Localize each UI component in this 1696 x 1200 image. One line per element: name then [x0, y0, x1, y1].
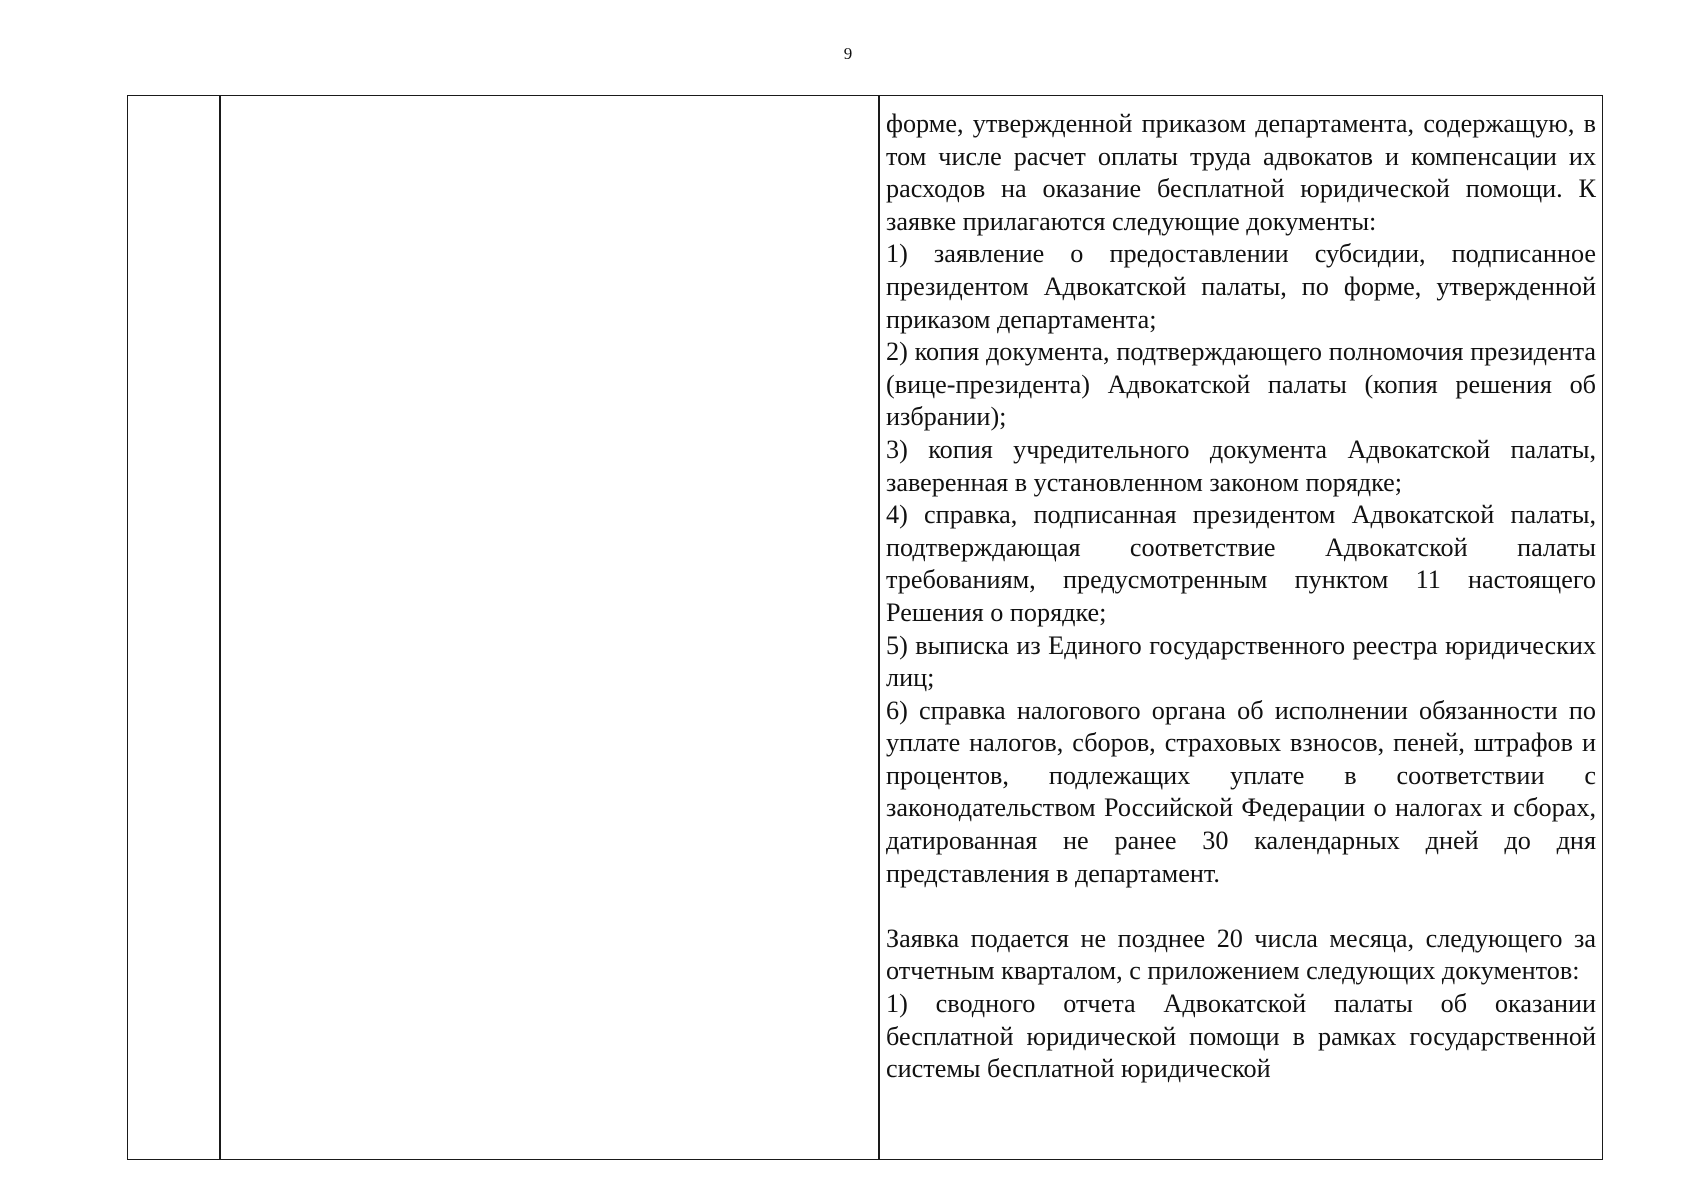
document-list-item: 2) копия документа, подтверждающего полномочия президента (вице-президента) Адвокатской палаты (копия решения об избрании);	[886, 337, 1596, 432]
page-number: 9	[843, 44, 853, 63]
document-list-item: 6) справка налогового органа об исполнении обязанности по уплате налогов, сборов, страховых взносов, пеней, штрафов и процентов, подлежащих уплате в соответствии с законодательством Российской Федерации о налогах и сборах, датированная не ранее 30 календарных дней до дня представления в департамент.	[886, 695, 1596, 888]
document-list-item: 4) справка, подписанная президентом Адвокатской палаты, подтверждающая соответствие Адвокатской палаты требованиям, предусмотренным пунктом 11 настоящего Решения о порядке;	[886, 500, 1596, 627]
document-list-item: 1) заявление о предоставлении субсидии, подписанное президентом Адвокатской палаты, по форме, утвержденной приказом департамента;	[886, 239, 1596, 334]
application-intro-paragraph: форме, утвержденной приказом департамента, содержащую, в том числе расчет оплаты труда адвокатов и компенсации их расходов на оказание бесплатной юридической помощи. К заявке прилагаются следующие документы:	[886, 109, 1596, 236]
document-table	[127, 95, 1603, 1160]
table-column-name	[221, 96, 880, 1159]
table-column-content	[880, 96, 1602, 1159]
document-list-item: 3) копия учредительного документа Адвокатской палаты, заверенная в установленном законом порядке;	[886, 434, 1596, 497]
quarterly-document-list-item: 1) сводного отчета Адвокатской палаты об оказании бесплатной юридической помощи в рамках государственной системы бесплатной юридической	[886, 989, 1596, 1084]
paragraph-gap	[886, 890, 1596, 923]
table-column-number	[128, 96, 221, 1159]
document-list-item: 5) выписка из Единого государственного реестра юридических лиц;	[886, 630, 1596, 693]
quarterly-application-paragraph: Заявка подается не позднее 20 числа месяца, следующего за отчетным кварталом, с приложением следующих документов:	[886, 923, 1596, 986]
